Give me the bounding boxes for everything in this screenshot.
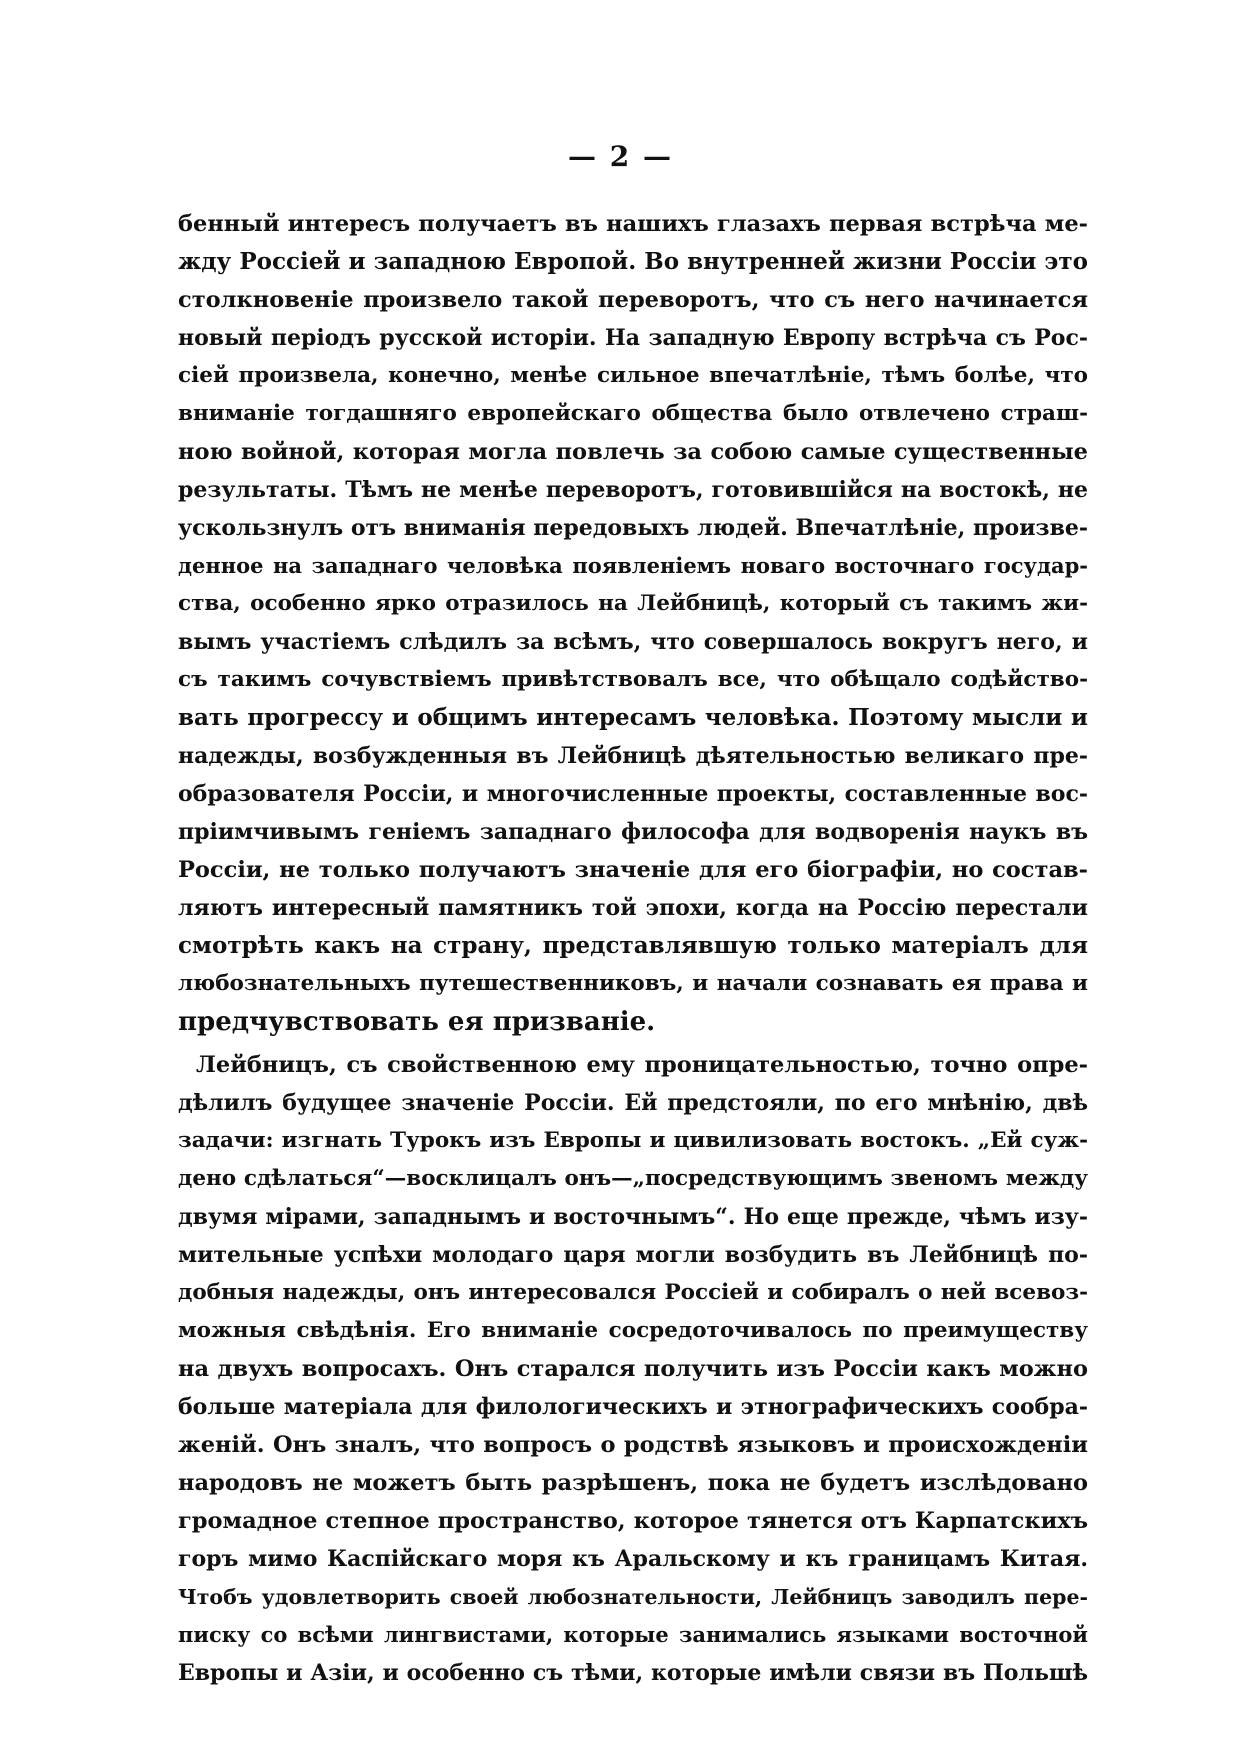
text-line: Европы и Азіи, и особенно съ тѣми, которые имѣли связи въ Польшѣ <box>178 1660 1088 1686</box>
text-line: Чтобъ удовлетворить своей любознательности, Лейбницъ заводилъ пере- <box>178 1585 1088 1609</box>
text-line: Лейбницъ, съ свойственною ему проницательностью, точно опре- <box>196 1052 1088 1078</box>
text-line: образователя Россіи, и многочисленные проекты, составленные вос- <box>178 781 1088 807</box>
paragraph <box>178 1046 1088 1692</box>
text-line: ускользнулъ отъ вниманія передовыхъ людей. Впечатлѣніе, произве- <box>178 515 1088 541</box>
paragraph <box>178 205 1088 1041</box>
text-line: бенный интересъ получаетъ въ нашихъ глазахъ первая встрѣча ме- <box>178 211 1088 237</box>
text-line: дѣлилъ будущее значеніе Россіи. Ей предстояли, по его мнѣнію, двѣ <box>178 1090 1088 1116</box>
text-line: вымъ участіемъ слѣдилъ за всѣмъ, что совершалось вокругъ него, и <box>178 629 1088 655</box>
text-line: горъ мимо Каспійскаго моря къ Аральскому и къ границамъ Китая. <box>178 1546 1088 1572</box>
text-line: сіей произвела, конечно, менѣе сильное впечатлѣніе, тѣмъ болѣе, что <box>178 363 1088 388</box>
text-line: на двухъ вопросахъ. Онъ старался получить изъ Россіи какъ можно <box>178 1356 1088 1382</box>
text-line: женій. Онъ зналъ, что вопросъ о родствѣ языковъ и происхожденіи <box>178 1432 1088 1458</box>
text-line: дено сдѣлаться“—восклицалъ онъ—„посредствующимъ звеномъ между <box>178 1166 1088 1191</box>
text-line: громадное степное пространство, которое тянется отъ Карпатскихъ <box>178 1508 1088 1534</box>
text-line: любознательныхъ путешественниковъ, и начали сознавать ея права и <box>178 971 1088 996</box>
text-line: народовъ не можетъ быть разрѣшенъ, пока не будетъ изслѣдовано <box>178 1470 1088 1496</box>
text-line: добныя надежды, онъ интересовался Россіей и собиралъ о ней всевоз- <box>178 1280 1088 1305</box>
text-line: двумя мірами, западнымъ и восточнымъ“. Но еще прежде, чѣмъ изу- <box>178 1204 1088 1230</box>
text-line: новый періодъ русской исторіи. На западную Европу встрѣча съ Рос- <box>178 325 1088 351</box>
text-line: вниманіе тогдашняго европейскаго общества было отвлечено страш- <box>178 401 1088 426</box>
text-line: предчувствовать ея призваніе. <box>178 1007 656 1037</box>
text-line: Россіи, не только получаютъ значеніе для его біографіи, но состав- <box>178 857 1088 883</box>
text-line: надежды, возбужденныя въ Лейбницѣ дѣятельностью великаго пре- <box>178 743 1088 769</box>
text-line: пріимчивымъ геніемъ западнаго философа для водворенія наукъ въ <box>178 819 1088 845</box>
text-line: ства, особенно ярко отразилось на Лейбницѣ, который съ такимъ жи- <box>178 591 1088 616</box>
text-line: денное на западнаго человѣка появленіемъ новаго восточнаго государ- <box>178 553 1088 578</box>
text-line: больше матеріала для филологическихъ и этнографическихъ сообра- <box>178 1394 1088 1420</box>
text-line: жду Россіей и западною Европой. Во внутренней жизни Россіи это <box>178 248 1088 275</box>
page-number: — 2 — <box>568 140 673 173</box>
text-line: съ такимъ сочувствіемъ привѣтствовалъ все, что обѣщало содѣйство- <box>178 667 1088 692</box>
text-line: задачи: изгнать Турокъ изъ Европы и цивилизовать востокъ. „Ей суж- <box>178 1128 1088 1153</box>
text-line: столкновеніе произвело такой переворотъ, что съ него начинается <box>178 287 1088 313</box>
text-line: вать прогрессу и общимъ интересамъ человѣка. Поэтому мысли и <box>178 704 1088 731</box>
text-line: результаты. Тѣмъ не менѣе переворотъ, готовившійся на востокѣ, не <box>178 477 1088 503</box>
body-text <box>178 205 1088 1692</box>
text-line: писку со всѣми лингвистами, которые занимались языками восточной <box>178 1622 1088 1647</box>
text-line: ною войной, которая могла повлечь за собою самые существенные <box>178 439 1088 465</box>
text-line: смотрѣть какъ на страну, представлявшую только матеріалъ для <box>178 932 1088 959</box>
text-line: мительные успѣхи молодаго царя могли возбудить въ Лейбницѣ по- <box>178 1242 1088 1268</box>
text-line: ляютъ интересный памятникъ той эпохи, когда на Россію перестали <box>178 895 1088 921</box>
text-line: можныя свѣдѣнія. Его вниманіе сосредоточивалось по преимуществу <box>178 1318 1088 1343</box>
